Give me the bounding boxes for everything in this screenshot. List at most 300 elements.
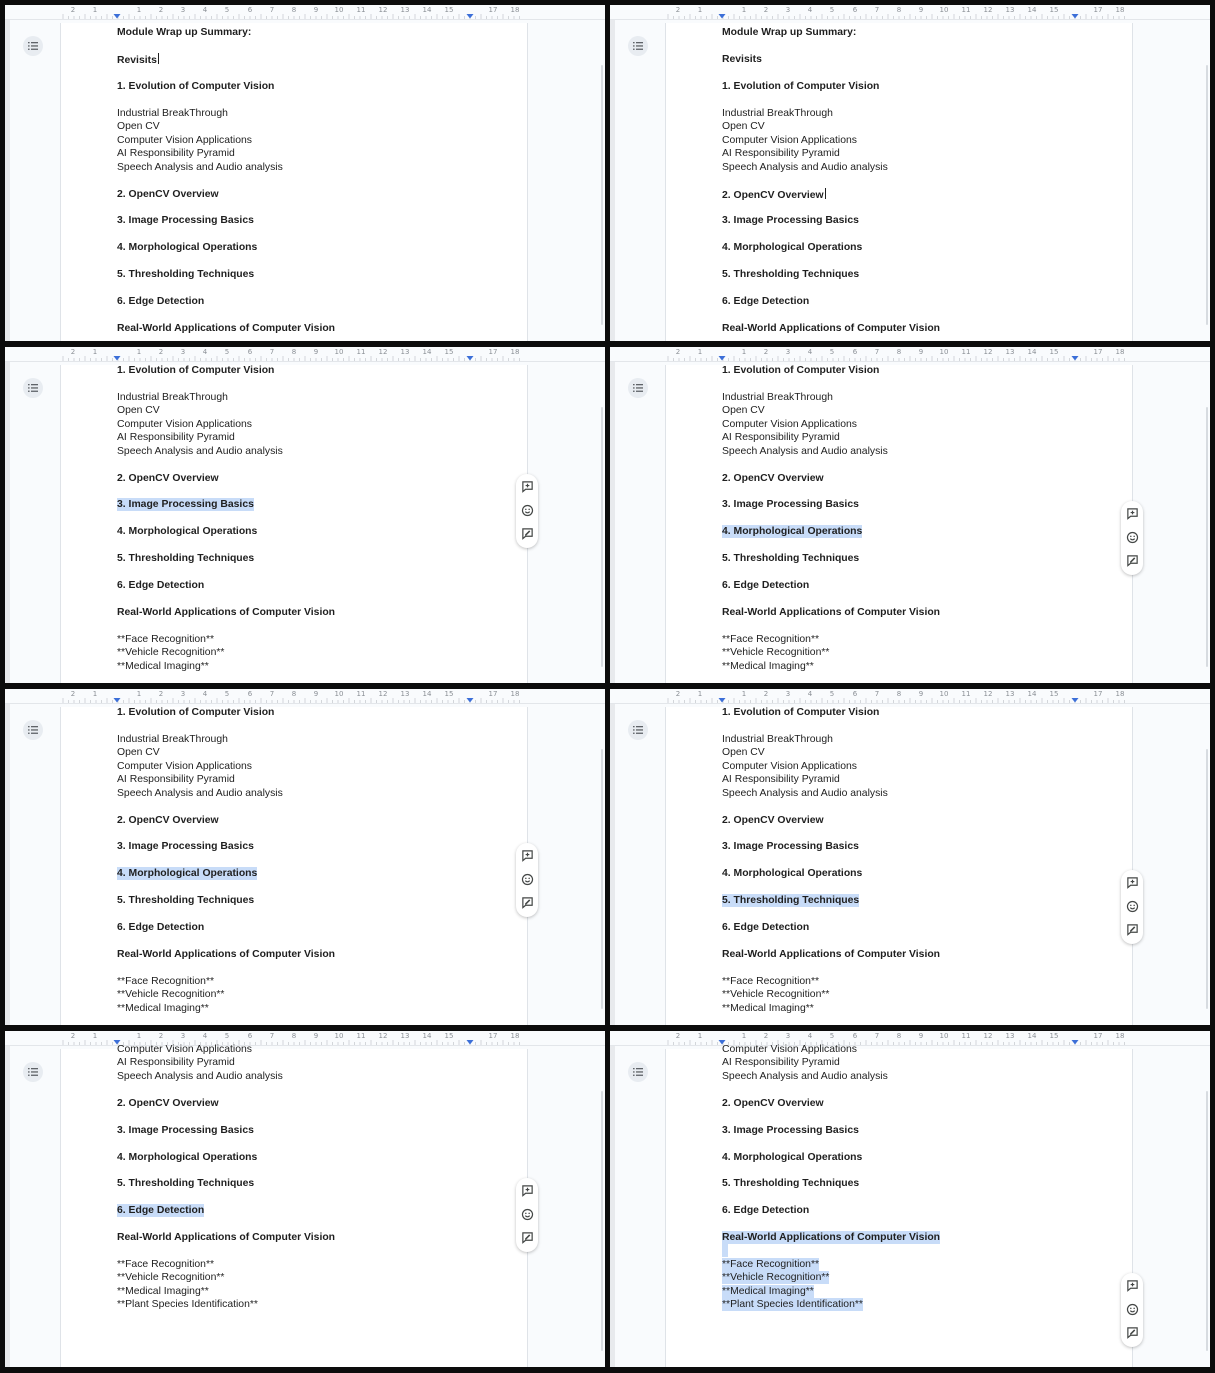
text-line[interactable] xyxy=(722,787,888,800)
heading-line[interactable] xyxy=(117,579,204,592)
suggest-edits-icon[interactable] xyxy=(520,526,534,540)
heading-line[interactable] xyxy=(722,948,940,961)
line-text: 1. Evolution of Computer Vision xyxy=(722,81,880,92)
line-text: AI Responsibility Pyramid xyxy=(722,432,840,443)
ruler-label: 14 xyxy=(422,6,432,14)
emoji-reaction-icon[interactable] xyxy=(520,503,534,517)
ruler-label: 15 xyxy=(444,348,454,356)
ruler-label: 9 xyxy=(918,6,924,14)
ruler-label: 9 xyxy=(313,6,319,14)
left-indent-marker[interactable] xyxy=(719,356,726,361)
ruler-label: 7 xyxy=(874,348,880,356)
heading-line[interactable] xyxy=(722,214,859,227)
ruler-label: 18 xyxy=(510,6,520,14)
ruler-label: 6 xyxy=(852,6,858,14)
ruler-label: 9 xyxy=(313,1032,319,1040)
heading-line[interactable] xyxy=(117,53,159,66)
scrollbar[interactable] xyxy=(601,407,603,667)
ruler-label: 13 xyxy=(400,690,410,698)
ruler-label: 13 xyxy=(1005,1032,1015,1040)
heading-line[interactable] xyxy=(722,1097,824,1110)
ruler-label: 2 xyxy=(70,6,76,14)
heading-line[interactable] xyxy=(117,706,274,719)
right-indent-marker[interactable] xyxy=(467,356,474,361)
emoji-reaction-icon[interactable] xyxy=(1125,530,1139,544)
line-text: Speech Analysis and Audio analysis xyxy=(117,788,283,799)
ruler-label: 3 xyxy=(785,690,791,698)
line-text: 5. Thresholding Techniques xyxy=(117,1178,255,1189)
heading-line[interactable] xyxy=(117,894,254,907)
line-text: 2. OpenCV Overview xyxy=(117,473,219,484)
heading-line[interactable] xyxy=(722,1151,862,1164)
line-text: Open CV xyxy=(722,121,765,132)
line-text: 4. Morphological Operations xyxy=(722,242,863,253)
heading-line[interactable] xyxy=(722,606,940,619)
text-line[interactable] xyxy=(722,1298,863,1311)
text-line[interactable] xyxy=(722,120,765,133)
add-comment-icon[interactable] xyxy=(520,848,534,862)
heading-line[interactable] xyxy=(117,214,254,227)
left-indent-marker[interactable] xyxy=(114,356,121,361)
document-outline-icon[interactable] xyxy=(23,720,43,740)
ruler-label: 8 xyxy=(896,6,902,14)
heading-line[interactable] xyxy=(722,525,862,538)
text-line[interactable] xyxy=(117,660,209,673)
ruler-label: 12 xyxy=(983,348,993,356)
heading-line[interactable] xyxy=(117,948,335,961)
selected-text xyxy=(722,1244,728,1257)
text-line[interactable] xyxy=(117,1056,235,1069)
document-page[interactable] xyxy=(60,23,528,341)
heading-line[interactable] xyxy=(722,552,859,565)
heading-line[interactable] xyxy=(117,1097,219,1110)
line-text: 2. OpenCV Overview xyxy=(722,190,824,201)
line-text: 2. OpenCV Overview xyxy=(722,473,824,484)
ruler-label: 2 xyxy=(70,690,76,698)
ruler-label: 11 xyxy=(356,690,366,698)
add-comment-icon[interactable] xyxy=(520,479,534,493)
left-indent-marker[interactable] xyxy=(719,698,726,703)
line-text: Real-World Applications of Computer Vision xyxy=(117,607,336,618)
ruler-label: 5 xyxy=(829,1032,835,1040)
line-text: 6. Edge Detection xyxy=(117,580,205,591)
horizontal-ruler[interactable] xyxy=(5,5,605,20)
text-line[interactable] xyxy=(722,1285,814,1298)
text-line[interactable] xyxy=(117,1271,224,1284)
text-line[interactable] xyxy=(117,746,160,759)
scrollbar[interactable] xyxy=(601,1091,603,1351)
heading-line[interactable] xyxy=(117,814,219,827)
floating-comment-toolbar xyxy=(1121,1273,1143,1347)
heading-line[interactable] xyxy=(117,498,254,511)
text-line[interactable] xyxy=(117,760,252,773)
left-indent-marker[interactable] xyxy=(719,14,726,19)
document-outline-icon[interactable] xyxy=(628,36,648,56)
ruler-label: 7 xyxy=(874,6,880,14)
text-line[interactable] xyxy=(117,445,283,458)
line-text: Industrial BreakThrough xyxy=(117,108,228,119)
right-indent-marker[interactable] xyxy=(1072,698,1079,703)
ruler-label: 17 xyxy=(488,348,498,356)
ruler-label: 10 xyxy=(939,6,949,14)
line-text: Computer Vision Applications xyxy=(722,135,857,146)
selected-text: **Medical Imaging** xyxy=(722,1286,814,1297)
text-line[interactable] xyxy=(117,431,235,444)
text-line[interactable] xyxy=(117,773,235,786)
ruler-label: 15 xyxy=(1049,690,1059,698)
heading-line[interactable] xyxy=(722,921,809,934)
line-text: **Face Recognition** xyxy=(117,976,215,987)
heading-line[interactable] xyxy=(722,814,824,827)
text-line[interactable] xyxy=(722,1070,888,1083)
text-line[interactable] xyxy=(722,1043,857,1056)
document-page[interactable] xyxy=(665,23,1133,341)
heading-line[interactable] xyxy=(722,241,862,254)
heading-line[interactable] xyxy=(722,295,809,308)
heading-line[interactable] xyxy=(722,1177,859,1190)
text-line[interactable] xyxy=(117,1258,214,1271)
emoji-reaction-icon[interactable] xyxy=(1125,1302,1139,1316)
ruler-label: 1 xyxy=(697,348,703,356)
ruler-label: 14 xyxy=(422,1032,432,1040)
left-indent-marker[interactable] xyxy=(114,698,121,703)
doc-screenshot-4 xyxy=(610,347,1210,683)
ruler-label: 8 xyxy=(896,1032,902,1040)
text-line[interactable] xyxy=(117,1285,209,1298)
horizontal-ruler[interactable] xyxy=(610,347,1210,362)
heading-line[interactable] xyxy=(117,840,254,853)
document-outline-icon[interactable] xyxy=(628,720,648,740)
add-comment-icon[interactable] xyxy=(1125,506,1139,520)
document-outline-icon[interactable] xyxy=(628,1062,648,1082)
add-comment-icon[interactable] xyxy=(520,1183,534,1197)
emoji-reaction-icon[interactable] xyxy=(520,872,534,886)
horizontal-ruler[interactable] xyxy=(610,1031,1210,1046)
ruler-label: 4 xyxy=(202,1032,208,1040)
ruler-label: 6 xyxy=(852,690,858,698)
heading-line[interactable] xyxy=(117,268,254,281)
line-text: 6. Edge Detection xyxy=(117,922,205,933)
doc-screenshot-5 xyxy=(5,689,605,1025)
heading-line[interactable] xyxy=(117,364,274,377)
heading-line[interactable] xyxy=(117,80,274,93)
ruler-label: 3 xyxy=(785,1032,791,1040)
right-indent-marker[interactable] xyxy=(1072,14,1079,19)
selected-text: Real-World Applications of Computer Vision xyxy=(722,1232,941,1243)
text-line[interactable] xyxy=(722,975,819,988)
text-line[interactable] xyxy=(722,746,765,759)
suggest-edits-icon[interactable] xyxy=(520,895,534,909)
window-edge xyxy=(610,689,615,1025)
ruler-label: 12 xyxy=(983,1032,993,1040)
heading-line[interactable] xyxy=(117,472,219,485)
ruler-label: 17 xyxy=(488,690,498,698)
ruler-label: 1 xyxy=(697,1032,703,1040)
heading-line[interactable] xyxy=(117,322,335,335)
text-line[interactable] xyxy=(722,431,840,444)
left-indent-marker[interactable] xyxy=(114,14,121,19)
ruler-label: 1 xyxy=(92,690,98,698)
heading-line[interactable] xyxy=(722,188,826,201)
text-line[interactable] xyxy=(117,120,160,133)
heading-line[interactable] xyxy=(722,1204,809,1217)
text-line[interactable] xyxy=(117,107,228,120)
text-line[interactable] xyxy=(722,1271,829,1284)
text-line[interactable] xyxy=(722,633,819,646)
add-comment-icon[interactable] xyxy=(1125,875,1139,889)
document-outline-icon[interactable] xyxy=(628,378,648,398)
line-text: Module Wrap up Summary: xyxy=(117,27,252,38)
selected-text: 4. Morphological Operations xyxy=(117,868,258,879)
scrollbar[interactable] xyxy=(1206,749,1208,1009)
horizontal-ruler[interactable] xyxy=(610,5,1210,20)
heading-line[interactable] xyxy=(117,1124,254,1137)
ruler-label: 18 xyxy=(1115,6,1125,14)
text-line[interactable] xyxy=(722,418,857,431)
scrollbar[interactable] xyxy=(1206,65,1208,325)
heading-line[interactable] xyxy=(117,1177,254,1190)
heading-line[interactable] xyxy=(722,867,862,880)
heading-line[interactable] xyxy=(722,1231,940,1244)
heading-line[interactable] xyxy=(722,26,856,39)
text-line[interactable] xyxy=(722,646,829,659)
text-line[interactable] xyxy=(117,134,252,147)
ruler-label: 12 xyxy=(378,6,388,14)
emoji-reaction-icon[interactable] xyxy=(520,1207,534,1221)
text-line[interactable] xyxy=(117,404,160,417)
line-text: 2. OpenCV Overview xyxy=(117,815,219,826)
right-indent-marker[interactable] xyxy=(467,1040,474,1045)
ruler-label: 13 xyxy=(1005,348,1015,356)
line-text: AI Responsibility Pyramid xyxy=(117,148,235,159)
ruler-label: 15 xyxy=(1049,1032,1059,1040)
right-indent-marker[interactable] xyxy=(1072,1040,1079,1045)
heading-line[interactable] xyxy=(722,840,859,853)
heading-line[interactable] xyxy=(117,188,219,201)
ruler-label: 10 xyxy=(939,1032,949,1040)
text-cursor xyxy=(158,53,159,64)
heading-line[interactable] xyxy=(722,706,879,719)
line-text: **Medical Imaging** xyxy=(117,661,209,672)
scrollbar[interactable] xyxy=(1206,407,1208,667)
scrollbar[interactable] xyxy=(601,749,603,1009)
text-line[interactable] xyxy=(117,391,228,404)
text-line[interactable] xyxy=(722,161,888,174)
ruler-label: 7 xyxy=(269,348,275,356)
line-text: **Vehicle Recognition** xyxy=(117,647,225,658)
ruler-label: 18 xyxy=(510,348,520,356)
ruler-label: 15 xyxy=(1049,348,1059,356)
heading-line[interactable] xyxy=(722,579,809,592)
heading-line[interactable] xyxy=(117,1231,335,1244)
doc-screenshot-1 xyxy=(5,5,605,341)
text-line[interactable] xyxy=(722,1258,819,1271)
line-text: 3. Image Processing Basics xyxy=(117,841,254,852)
floating-comment-toolbar xyxy=(516,474,538,548)
text-line[interactable] xyxy=(722,391,833,404)
ruler-label: 13 xyxy=(400,6,410,14)
text-line[interactable] xyxy=(117,1070,283,1083)
document-outline-icon[interactable] xyxy=(23,1062,43,1082)
ruler-label: 10 xyxy=(334,348,344,356)
text-line[interactable] xyxy=(117,147,235,160)
horizontal-ruler[interactable] xyxy=(610,689,1210,704)
ruler-label: 12 xyxy=(983,6,993,14)
text-line[interactable] xyxy=(722,107,833,120)
line-text: Industrial BreakThrough xyxy=(722,392,833,403)
heading-line[interactable] xyxy=(117,1151,257,1164)
ruler-label: 13 xyxy=(1005,6,1015,14)
heading-line[interactable] xyxy=(722,1124,859,1137)
text-line[interactable] xyxy=(117,1002,209,1015)
line-text: 3. Image Processing Basics xyxy=(722,841,859,852)
horizontal-ruler[interactable] xyxy=(5,689,605,704)
ruler-label: 6 xyxy=(247,690,253,698)
text-line[interactable] xyxy=(722,988,829,1001)
line-text: Computer Vision Applications xyxy=(117,761,252,772)
text-line[interactable] xyxy=(722,404,765,417)
ruler-label: 6 xyxy=(247,1032,253,1040)
window-edge xyxy=(610,1031,615,1367)
horizontal-ruler[interactable] xyxy=(5,347,605,362)
text-line[interactable] xyxy=(117,975,214,988)
ruler-label: 13 xyxy=(400,348,410,356)
heading-line[interactable] xyxy=(722,472,824,485)
window-edge xyxy=(5,1031,10,1367)
ruler-label: 17 xyxy=(488,6,498,14)
ruler-label: 14 xyxy=(1027,690,1037,698)
heading-line[interactable] xyxy=(722,498,859,511)
text-line[interactable] xyxy=(722,1002,814,1015)
heading-line[interactable] xyxy=(117,26,251,39)
heading-line[interactable] xyxy=(117,1204,204,1217)
line-text: Speech Analysis and Audio analysis xyxy=(722,162,888,173)
text-line[interactable] xyxy=(722,760,857,773)
text-line[interactable] xyxy=(117,418,252,431)
line-text: **Face Recognition** xyxy=(722,634,820,645)
text-line[interactable] xyxy=(722,1244,728,1257)
ruler-label: 6 xyxy=(247,348,253,356)
heading-line[interactable] xyxy=(117,295,204,308)
ruler-label: 13 xyxy=(400,1032,410,1040)
line-text: Open CV xyxy=(117,747,160,758)
line-text: Computer Vision Applications xyxy=(722,761,857,772)
suggest-edits-icon[interactable] xyxy=(1125,922,1139,936)
add-comment-icon[interactable] xyxy=(1125,1278,1139,1292)
selected-text: 4. Morphological Operations xyxy=(722,526,863,537)
line-text: AI Responsibility Pyramid xyxy=(117,1057,235,1068)
right-indent-marker[interactable] xyxy=(1072,356,1079,361)
selected-text: **Plant Species Identification** xyxy=(722,1299,863,1310)
line-text: Speech Analysis and Audio analysis xyxy=(117,162,283,173)
ruler-label: 4 xyxy=(807,1032,813,1040)
selected-text: 5. Thresholding Techniques xyxy=(722,895,860,906)
text-line[interactable] xyxy=(722,1056,840,1069)
line-text: 1. Evolution of Computer Vision xyxy=(722,707,880,718)
ruler-label: 9 xyxy=(313,348,319,356)
line-text: 5. Thresholding Techniques xyxy=(117,553,255,564)
line-text: Speech Analysis and Audio analysis xyxy=(117,446,283,457)
line-text: 4. Morphological Operations xyxy=(722,868,863,879)
text-line[interactable] xyxy=(117,161,283,174)
text-line[interactable] xyxy=(722,445,888,458)
ruler-label: 5 xyxy=(224,6,230,14)
suggest-edits-icon[interactable] xyxy=(520,1230,534,1244)
text-line[interactable] xyxy=(722,733,833,746)
text-line[interactable] xyxy=(722,660,814,673)
ruler-label: 4 xyxy=(202,690,208,698)
scrollbar[interactable] xyxy=(1206,1091,1208,1351)
line-text: 6. Edge Detection xyxy=(117,296,205,307)
heading-line[interactable] xyxy=(722,268,859,281)
ruler-label: 9 xyxy=(918,348,924,356)
heading-line[interactable] xyxy=(117,606,335,619)
text-line[interactable] xyxy=(117,988,224,1001)
heading-line[interactable] xyxy=(117,241,257,254)
scrollbar[interactable] xyxy=(601,65,603,325)
ruler-label: 2 xyxy=(675,1032,681,1040)
text-line[interactable] xyxy=(117,787,283,800)
text-line[interactable] xyxy=(117,1043,252,1056)
text-line[interactable] xyxy=(117,646,224,659)
heading-line[interactable] xyxy=(722,322,940,335)
horizontal-ruler[interactable] xyxy=(5,1031,605,1046)
ruler-label: 18 xyxy=(1115,348,1125,356)
line-text: 6. Edge Detection xyxy=(722,580,810,591)
heading-line[interactable] xyxy=(117,867,257,880)
right-indent-marker[interactable] xyxy=(467,14,474,19)
line-text: Open CV xyxy=(117,121,160,132)
line-text: 3. Image Processing Basics xyxy=(117,215,254,226)
ruler-label: 11 xyxy=(356,348,366,356)
suggest-edits-icon[interactable] xyxy=(1125,553,1139,567)
document-outline-icon[interactable] xyxy=(23,378,43,398)
document-outline-icon[interactable] xyxy=(23,36,43,56)
text-line[interactable] xyxy=(722,134,857,147)
line-text: Real-World Applications of Computer Vision xyxy=(722,607,941,618)
ruler-label: 18 xyxy=(510,690,520,698)
line-text: Real-World Applications of Computer Vision xyxy=(722,323,941,334)
text-line[interactable] xyxy=(117,1298,258,1311)
heading-line[interactable] xyxy=(117,921,204,934)
text-line[interactable] xyxy=(722,773,840,786)
heading-line[interactable] xyxy=(117,552,254,565)
window-edge xyxy=(610,5,615,341)
ruler-label: 5 xyxy=(829,690,835,698)
text-cursor xyxy=(825,188,826,199)
line-text: Revisits xyxy=(722,54,762,65)
ruler-label: 7 xyxy=(874,1032,880,1040)
emoji-reaction-icon[interactable] xyxy=(1125,899,1139,913)
line-text: 6. Edge Detection xyxy=(722,922,810,933)
ruler-label: 1 xyxy=(697,6,703,14)
line-text: AI Responsibility Pyramid xyxy=(117,774,235,785)
ruler-label: 14 xyxy=(1027,348,1037,356)
heading-line[interactable] xyxy=(722,53,762,66)
right-indent-marker[interactable] xyxy=(467,698,474,703)
ruler-label: 13 xyxy=(1005,690,1015,698)
ruler-label: 1 xyxy=(92,1032,98,1040)
text-line[interactable] xyxy=(117,633,214,646)
suggest-edits-icon[interactable] xyxy=(1125,1325,1139,1339)
heading-line[interactable] xyxy=(117,525,257,538)
ruler-label: 6 xyxy=(247,6,253,14)
heading-line[interactable] xyxy=(722,80,879,93)
heading-line[interactable] xyxy=(722,894,859,907)
text-line[interactable] xyxy=(117,733,228,746)
text-line[interactable] xyxy=(722,147,840,160)
heading-line[interactable] xyxy=(722,364,879,377)
